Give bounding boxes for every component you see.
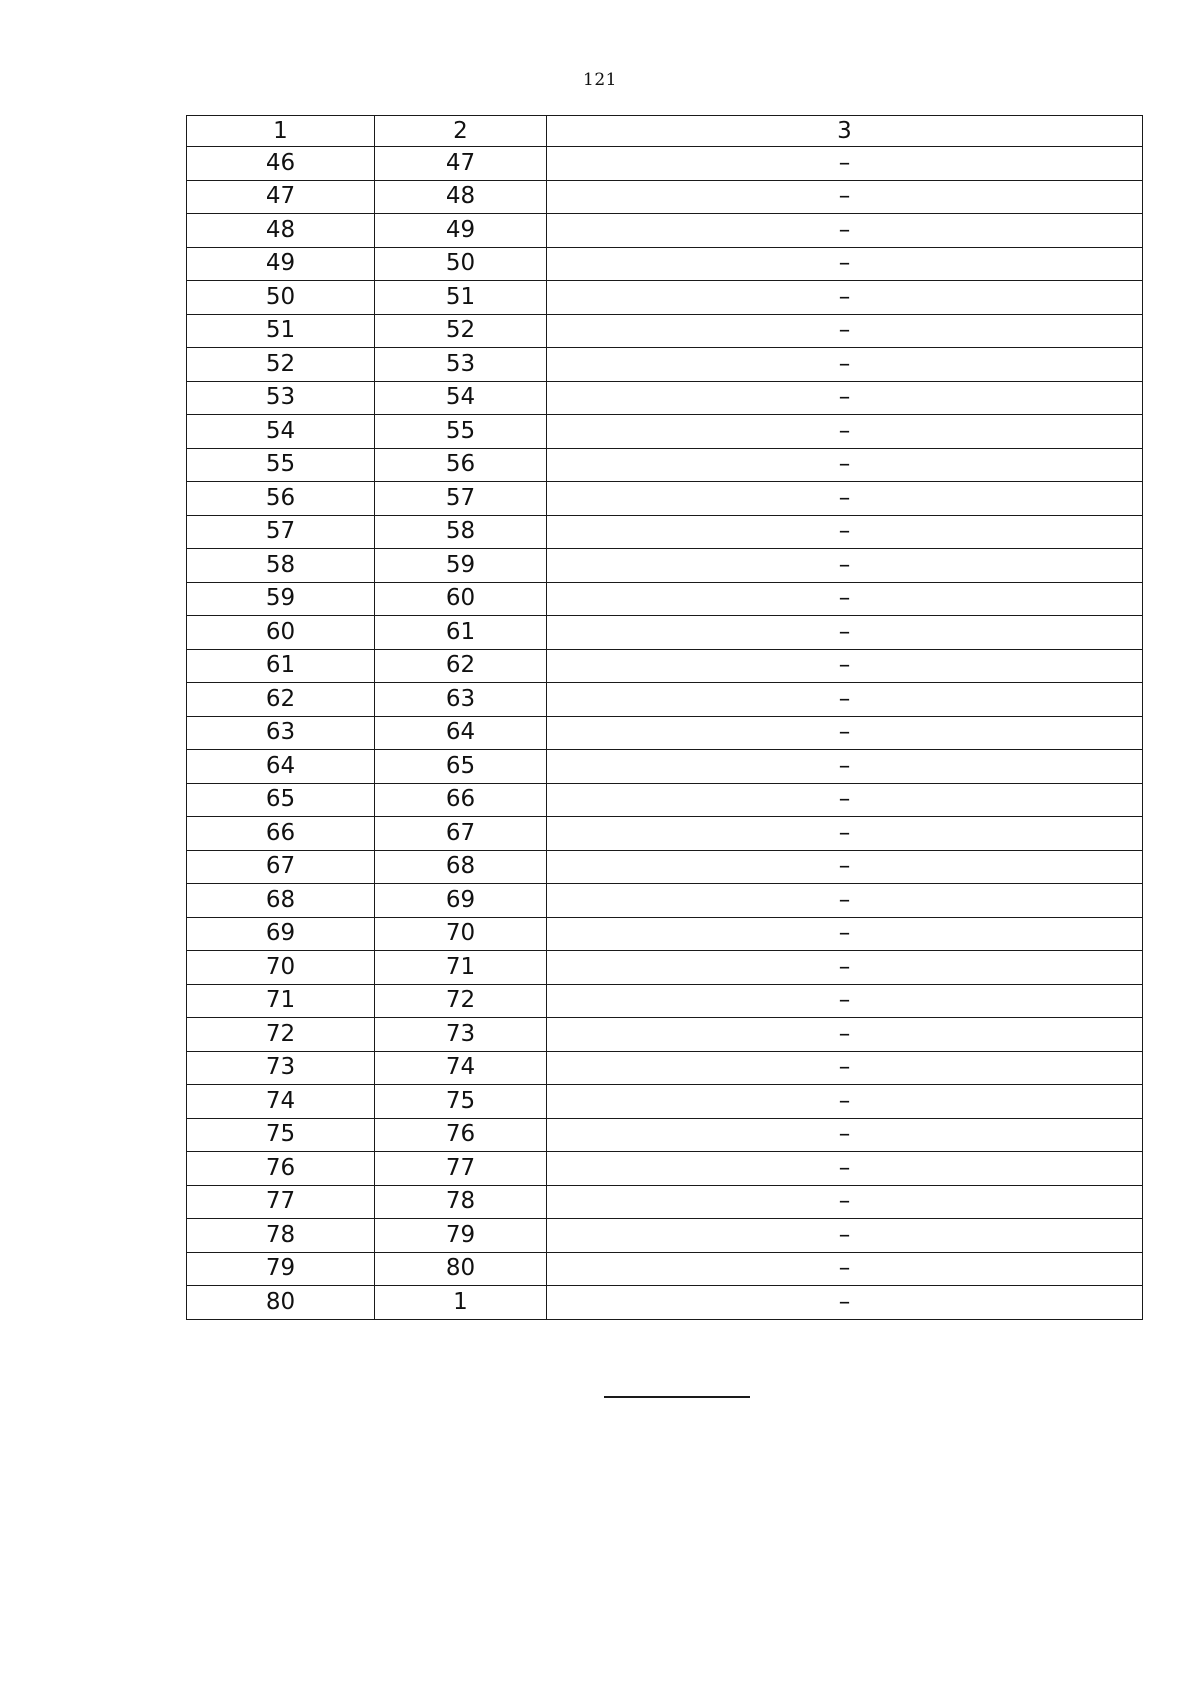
table-cell-col2: 71 (375, 951, 547, 985)
table-row (187, 649, 1143, 683)
table-cell-col3: – (547, 984, 1143, 1018)
table-cell-col3: – (547, 582, 1143, 616)
table-cell-col3: – (547, 1085, 1143, 1119)
table-cell-col2: 78 (375, 1185, 547, 1219)
table-row (187, 750, 1143, 784)
table-cell-col1: 65 (187, 783, 375, 817)
table-cell-col3: – (547, 750, 1143, 784)
table-cell-col1: 71 (187, 984, 375, 1018)
table-cell-col1: 73 (187, 1051, 375, 1085)
table-row (187, 247, 1143, 281)
table-cell-col2: 76 (375, 1118, 547, 1152)
table-cell-col2: 60 (375, 582, 547, 616)
table-cell-col3: – (547, 515, 1143, 549)
table-row (187, 482, 1143, 516)
table-cell-col1: 52 (187, 348, 375, 382)
table-cell-col2: 67 (375, 817, 547, 851)
table-cell-col3: – (547, 1018, 1143, 1052)
table-cell-col3: – (547, 314, 1143, 348)
table-row (187, 616, 1143, 650)
table-row (187, 281, 1143, 315)
table-cell-col3: – (547, 951, 1143, 985)
table-cell-col1: 53 (187, 381, 375, 415)
table-cell-col1: 64 (187, 750, 375, 784)
table-cell-col3: – (547, 381, 1143, 415)
table-cell-col2: 1 (375, 1286, 547, 1320)
table-row (187, 582, 1143, 616)
table-cell-col2: 64 (375, 716, 547, 750)
table-cell-col2: 61 (375, 616, 547, 650)
table-cell-col2: 56 (375, 448, 547, 482)
table-cell-col2: 75 (375, 1085, 547, 1119)
table-row (187, 1152, 1143, 1186)
table-row (187, 381, 1143, 415)
table-cell-col2: 54 (375, 381, 547, 415)
table-row (187, 817, 1143, 851)
table-cell-col1: 59 (187, 582, 375, 616)
table-cell-col2: 80 (375, 1252, 547, 1286)
table-cell-col1: 79 (187, 1252, 375, 1286)
table-cell-col2: 79 (375, 1219, 547, 1253)
table-row (187, 214, 1143, 248)
table-row (187, 1185, 1143, 1219)
table-cell-col3: – (547, 348, 1143, 382)
table-cell-col2: 49 (375, 214, 547, 248)
table-cell-col1: 61 (187, 649, 375, 683)
table-header-cell-1: 1 (187, 116, 375, 147)
table-cell-col3: – (547, 214, 1143, 248)
table-cell-col2: 55 (375, 415, 547, 449)
table-cell-col2: 48 (375, 180, 547, 214)
table-cell-col2: 57 (375, 482, 547, 516)
table-cell-col1: 77 (187, 1185, 375, 1219)
table-cell-col1: 67 (187, 850, 375, 884)
table-cell-col3: – (547, 281, 1143, 315)
table-cell-col1: 55 (187, 448, 375, 482)
table-cell-col1: 69 (187, 917, 375, 951)
table-cell-col1: 56 (187, 482, 375, 516)
table-cell-col2: 63 (375, 683, 547, 717)
table-cell-col1: 80 (187, 1286, 375, 1320)
table-row (187, 415, 1143, 449)
table-row (187, 448, 1143, 482)
table-cell-col2: 70 (375, 917, 547, 951)
table-header-row (187, 116, 1143, 147)
table-row (187, 1286, 1143, 1320)
table-header-cell-2: 2 (375, 116, 547, 147)
table-cell-col2: 53 (375, 348, 547, 382)
table-cell-col3: – (547, 1118, 1143, 1152)
table-row (187, 1051, 1143, 1085)
table-cell-col1: 63 (187, 716, 375, 750)
table-row (187, 951, 1143, 985)
table-cell-col1: 46 (187, 147, 375, 181)
table-body (187, 116, 1143, 1320)
table-cell-col2: 51 (375, 281, 547, 315)
table-cell-col3: – (547, 1252, 1143, 1286)
table-cell-col3: – (547, 616, 1143, 650)
table-cell-col2: 74 (375, 1051, 547, 1085)
table-cell-col2: 69 (375, 884, 547, 918)
table-cell-col2: 62 (375, 649, 547, 683)
table-cell-col3: – (547, 683, 1143, 717)
table-cell-col1: 68 (187, 884, 375, 918)
table-row (187, 515, 1143, 549)
table-cell-col2: 59 (375, 549, 547, 583)
table-cell-col3: – (547, 716, 1143, 750)
table-cell-col3: – (547, 147, 1143, 181)
table-cell-col3: – (547, 1051, 1143, 1085)
table-cell-col1: 54 (187, 415, 375, 449)
table-cell-col3: – (547, 884, 1143, 918)
table-cell-col2: 66 (375, 783, 547, 817)
table-cell-col3: – (547, 850, 1143, 884)
table-cell-col2: 65 (375, 750, 547, 784)
table-cell-col1: 48 (187, 214, 375, 248)
table-cell-col2: 58 (375, 515, 547, 549)
table-cell-col1: 74 (187, 1085, 375, 1119)
table-cell-col1: 72 (187, 1018, 375, 1052)
table-cell-col3: – (547, 549, 1143, 583)
table-row (187, 314, 1143, 348)
table-cell-col3: – (547, 448, 1143, 482)
data-table (186, 115, 1143, 1320)
table-row (187, 180, 1143, 214)
table-cell-col2: 47 (375, 147, 547, 181)
table-cell-col1: 66 (187, 817, 375, 851)
table-cell-col1: 47 (187, 180, 375, 214)
table-cell-col3: – (547, 649, 1143, 683)
table-row (187, 984, 1143, 1018)
table-cell-col3: – (547, 817, 1143, 851)
table-header-cell-3: 3 (547, 116, 1143, 147)
table-cell-col1: 58 (187, 549, 375, 583)
end-rule (604, 1396, 750, 1398)
table-cell-col1: 57 (187, 515, 375, 549)
table-cell-col1: 51 (187, 314, 375, 348)
table-row (187, 716, 1143, 750)
table-cell-col2: 72 (375, 984, 547, 1018)
table-cell-col2: 77 (375, 1152, 547, 1186)
table-cell-col1: 49 (187, 247, 375, 281)
table-row (187, 1118, 1143, 1152)
table-container (186, 115, 1142, 1320)
table-cell-col1: 70 (187, 951, 375, 985)
table-cell-col3: – (547, 247, 1143, 281)
table-row (187, 1085, 1143, 1119)
table-row (187, 884, 1143, 918)
table-row (187, 917, 1143, 951)
table-cell-col3: – (547, 1286, 1143, 1320)
table-cell-col3: – (547, 482, 1143, 516)
table-cell-col2: 52 (375, 314, 547, 348)
table-row (187, 683, 1143, 717)
table-cell-col1: 75 (187, 1118, 375, 1152)
table-cell-col3: – (547, 415, 1143, 449)
table-row (187, 147, 1143, 181)
table-cell-col1: 60 (187, 616, 375, 650)
table-cell-col2: 73 (375, 1018, 547, 1052)
table-row (187, 783, 1143, 817)
table-cell-col2: 68 (375, 850, 547, 884)
table-row (187, 1018, 1143, 1052)
table-cell-col1: 50 (187, 281, 375, 315)
page-number: 121 (583, 70, 617, 90)
table-cell-col3: – (547, 1185, 1143, 1219)
table-row (187, 1252, 1143, 1286)
table-row (187, 850, 1143, 884)
table-cell-col3: – (547, 917, 1143, 951)
table-cell-col1: 62 (187, 683, 375, 717)
table-cell-col1: 76 (187, 1152, 375, 1186)
table-row (187, 549, 1143, 583)
table-cell-col3: – (547, 180, 1143, 214)
table-cell-col3: – (547, 1152, 1143, 1186)
table-cell-col2: 50 (375, 247, 547, 281)
table-row (187, 348, 1143, 382)
table-cell-col3: – (547, 1219, 1143, 1253)
table-row (187, 1219, 1143, 1253)
table-cell-col3: – (547, 783, 1143, 817)
table-cell-col1: 78 (187, 1219, 375, 1253)
